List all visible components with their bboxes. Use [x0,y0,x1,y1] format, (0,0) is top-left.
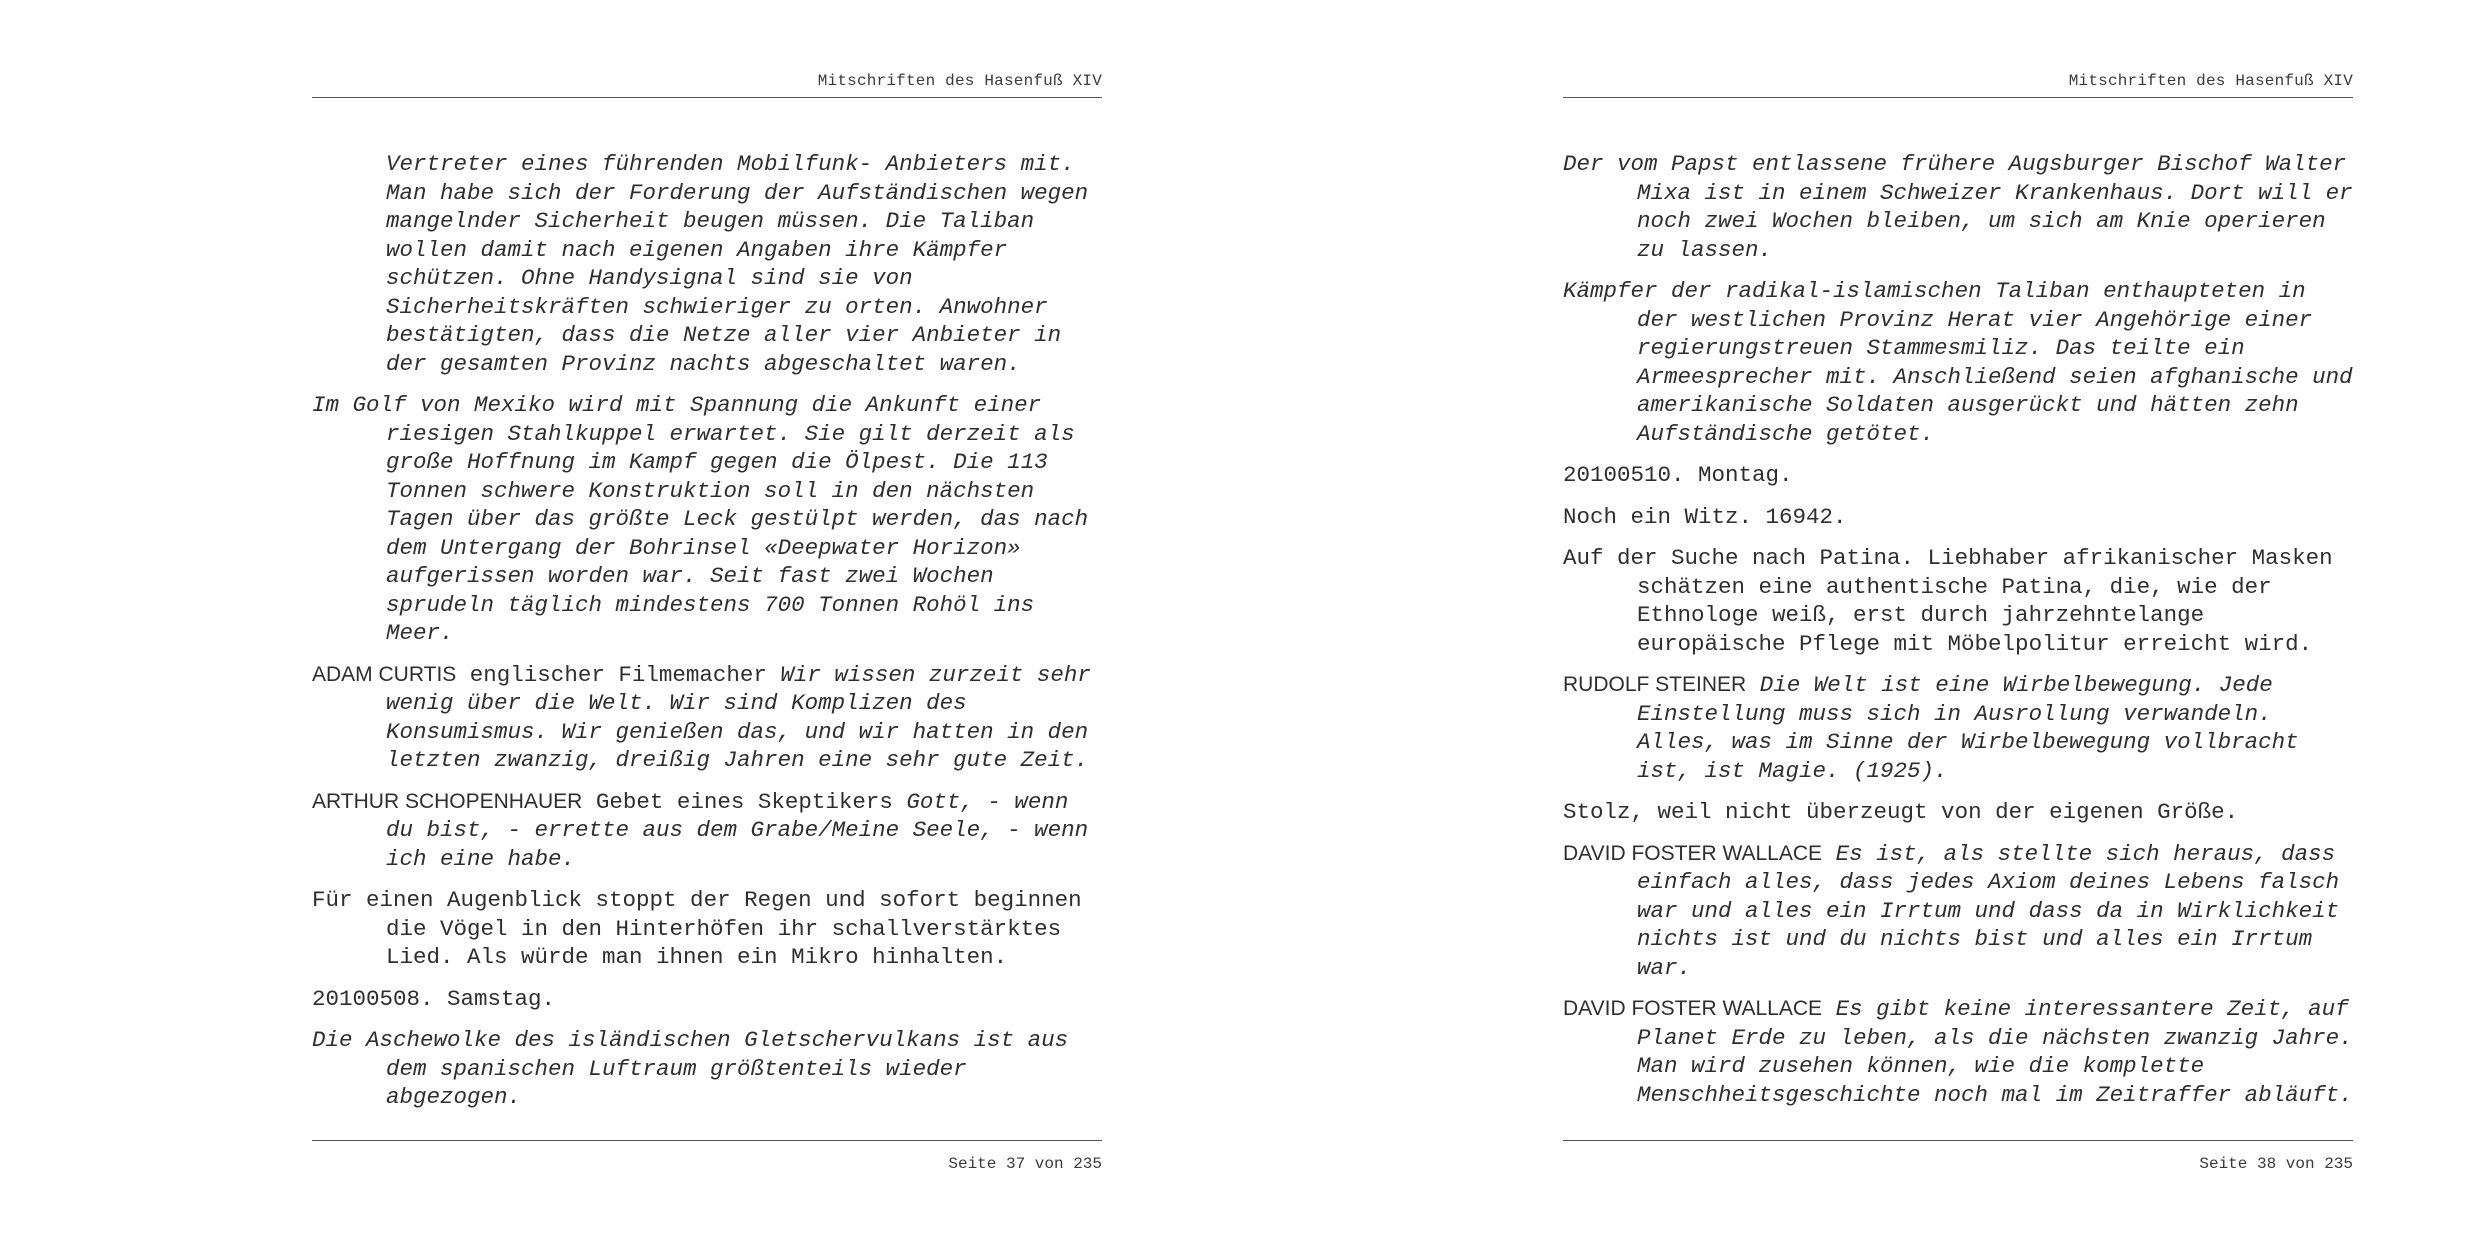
header-rule [312,97,1102,98]
entry-date-20100510: 20100510. Montag. [1563,462,1793,488]
quote-text: Gott, - wenn du bist, - errette aus dem Grabe/Meine Seele, - wenn ich eine habe. [386,788,1089,872]
page-body [312,150,1102,1125]
header-rule [1563,97,2353,98]
footer-rule [1563,1140,2353,1141]
entry-stolz: Stolz, weil nicht überzeugt von der eigenen Größe. [1563,799,2239,825]
entry-wallace-1 [1563,840,2353,983]
entry-augenblick: Für einen Augenblick stoppt der Regen und sofort beginnen die Vögel in den Hinterhöfen ihr schallverstärktes Lied. Als würde man ihnen ein Mikro hinhalten. [312,887,1082,970]
quote-context [1746,672,1760,698]
running-header: Mitschriften des Hasenfuß XIV [817,72,1102,90]
quote-author: RUDOLF STEINER [1563,673,1747,696]
entry-date-20100508: 20100508. Samstag. [312,985,556,1012]
quote-text: Es ist, als stellte sich heraus, dass einfach alles, dass jedes Axiom deines Lebens falsch war und alles ein Irrtum und dass da in Wirklichkeit nichts ist und du nichts bist und alles ein Irrtum war. [1637,840,2340,981]
entry-bischof-mixa: Der vom Papst entlassene frühere Augsburger Bischof Walter Mixa ist in einem Schweizer Krankenhaus. Dort will er noch zwei Wochen bleiben, um sich am Knie operieren zu lassen. [1563,151,2353,263]
entry-patina: Auf der Suche nach Patina. Liebhaber afrikanischer Masken schätzen eine authentische Patina, die, wie der Ethnologe weiß, erst durch jahrzehntelange europäische Pflege mit Möbelpolitur erreicht wird. [1563,545,2333,657]
entry-wallace-2 [1563,995,2353,1109]
quote-author: ADAM CURTIS [312,662,457,686]
quote-context: englischer Filmemacher [456,661,781,688]
quote-author: DAVID FOSTER WALLACE [1563,997,1823,1020]
right-page [1563,0,2353,1240]
entry-golf-von-mexiko: Im Golf von Mexiko wird mit Spannung die Ankunft einer riesigen Stahlkuppel erwartet. Sie gilt derzeit als große Hoffnung im Kampf gegen die Ölpest. Die 113 Tonnen schwere Konstruktion soll in den nächsten Tagen über das größte Leck gestülpt werden, das nach dem Untergang der Bohrinsel «Deepwater Horizon» aufgerissen worden war. Seit fast zwei Wochen sprudeln täglich mindestens 700 Tonnen Rohöl ins Meer. [312,392,1089,646]
quote-context: Gebet eines Skeptikers [582,788,907,815]
page-body [1563,150,2353,1122]
quote-context [1822,996,1836,1022]
quote-text: Es gibt keine interessantere Zeit, auf Planet Erde zu leben, als die nächsten zwanzig Jahre. Man wird zusehen können, wie die komplette Menschheitsgeschichte noch mal im Zeitraffer abläuft. [1637,996,2353,1108]
entry-witz: Noch ein Witz. 16942. [1563,503,1847,530]
entry-taliban-herat: Kämpfer der radikal-islamischen Taliban enthaupteten in der westlichen Provinz Herat vier Angehörige einer regierungstreuen Stammesmiliz. Das teilte ein Armeesprecher mit. Anschließend seien afghanische und amerikanische Soldaten ausgerückt und hätten zehn Aufständische getötet. [1563,278,2353,447]
page-number: Seite 37 von 235 [948,1155,1102,1173]
page-number: Seite 38 von 235 [2199,1155,2353,1173]
entry-rudolf-steiner [1563,671,2353,785]
footer-rule [312,1140,1102,1141]
quote-text: Die Welt ist eine Wirbelbewegung. Jede Einstellung muss sich in Ausrollung verwandeln. Alles, was im Sinne der Wirbelbewegung vollbracht ist, ist Magie. (1925). [1637,672,2299,784]
quote-author: ARTHUR SCHOPENHAUER [312,789,583,813]
entry-aschewolke: Die Aschewolke des isländischen Gletschervulkans ist aus dem spanischen Luftraum größtenteils wieder abgezogen. [312,1027,1069,1110]
running-header: Mitschriften des Hasenfuß XIV [2068,72,2353,90]
left-page [312,0,1102,1240]
entry-mobilfunk: Vertreter eines führenden Mobilfunk- Anbieters mit. Man habe sich der Forderung der Aufständischen wegen mangelnder Sicherheit beugen müssen. Die Taliban wollen damit nach eigenen Angaben ihre Kämpfer schützen. Ohne Handysignal sind sie von Sicherheitskräften schwieriger zu orten. Anwohner bestätigten, dass die Netze aller vier Anbieter in der gesamten Provinz nachts abgeschaltet waren. [386,151,1089,377]
entry-schopenhauer [312,788,1102,874]
quote-author: DAVID FOSTER WALLACE [1563,841,1823,865]
quote-text: Wir wissen zurzeit sehr wenig über die Welt. Wir sind Komplizen des Konsumismus. Wir genießen das, und wir hatten in den letzten zwanzig, dreißig Jahren eine sehr gute Zeit. [386,661,1091,773]
entry-adam-curtis [312,661,1102,775]
quote-context [1822,841,1836,867]
